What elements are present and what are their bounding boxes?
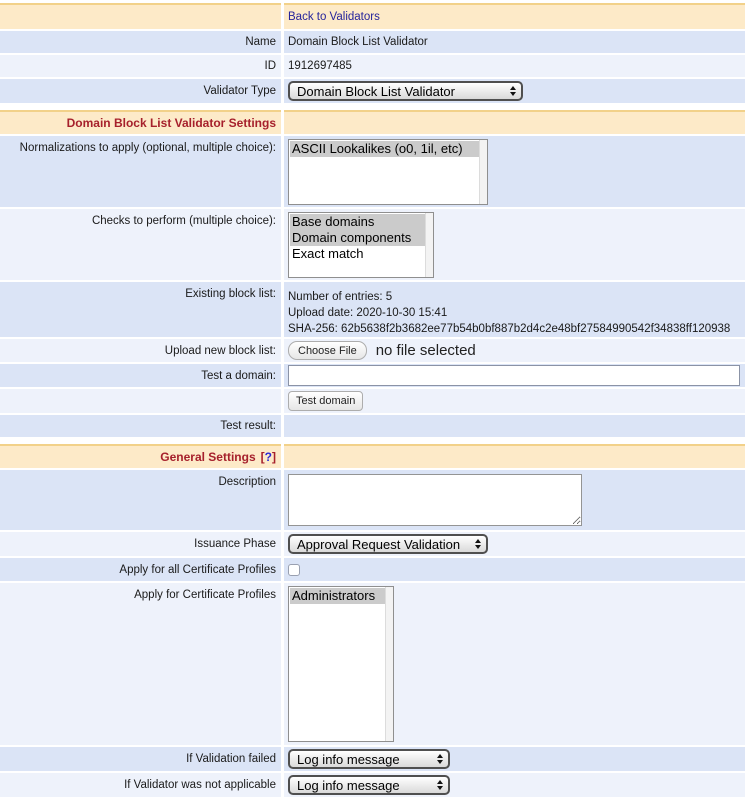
description-textarea[interactable] bbox=[288, 474, 582, 526]
apply-profiles-label: Apply for Certificate Profiles bbox=[134, 589, 276, 601]
cell bbox=[284, 209, 745, 280]
cell bbox=[284, 532, 745, 556]
row-description bbox=[0, 470, 745, 530]
row-apply-all-profiles bbox=[0, 558, 745, 581]
if-validator-not-applicable-select[interactable] bbox=[288, 775, 450, 795]
cell bbox=[0, 415, 281, 437]
top-header-band bbox=[0, 3, 745, 29]
row-existing-block-list bbox=[0, 282, 745, 337]
bracket: ] bbox=[272, 450, 276, 464]
listbox-option[interactable]: Exact match bbox=[292, 246, 364, 261]
cell bbox=[0, 79, 281, 103]
listbox-option[interactable]: Domain components bbox=[290, 230, 425, 246]
bracket: [ bbox=[260, 450, 265, 464]
row-id bbox=[0, 55, 745, 77]
cell bbox=[0, 389, 281, 413]
row-test-result bbox=[0, 415, 745, 437]
cell bbox=[0, 773, 281, 797]
cell bbox=[284, 470, 745, 530]
id-value: 1912697485 bbox=[288, 60, 352, 72]
sha256-hash: SHA-256: 62b5638f2b3682ee77b54b0bf887b2d4c2e48bf27584990542f34838ff120938 bbox=[288, 323, 731, 335]
cell bbox=[0, 3, 281, 29]
file-status-text: no file selected bbox=[375, 342, 476, 359]
select-stepper-icon bbox=[437, 780, 443, 790]
validator-type-label: Validator Type bbox=[203, 85, 276, 97]
cell bbox=[0, 444, 281, 468]
name-value: Domain Block List Validator bbox=[288, 36, 428, 48]
cell bbox=[284, 110, 745, 134]
select-stepper-icon bbox=[475, 539, 481, 549]
row-test-domain-input bbox=[0, 364, 745, 387]
row-if-validator-not-applicable bbox=[0, 773, 745, 797]
issuance-phase-selected-value: Approval Request Validation bbox=[297, 536, 461, 552]
listbox-scrollbar[interactable] bbox=[425, 213, 433, 277]
cell bbox=[284, 364, 745, 387]
cell bbox=[0, 282, 281, 337]
normalizations-label: Normalizations to apply (optional, multiple choice): bbox=[19, 142, 276, 154]
general-settings-title: General Settings bbox=[160, 450, 256, 464]
description-label: Description bbox=[218, 476, 276, 488]
id-label: ID bbox=[264, 60, 276, 72]
row-normalizations bbox=[0, 136, 745, 207]
cell bbox=[284, 583, 745, 745]
cell bbox=[0, 364, 281, 387]
back-to-validators-link[interactable]: Back to Validators bbox=[288, 11, 380, 23]
cell bbox=[0, 209, 281, 280]
existing-block-list-label: Existing block list: bbox=[185, 288, 276, 300]
listbox-option[interactable]: Administrators bbox=[290, 588, 385, 604]
test-domain-label: Test a domain: bbox=[201, 369, 276, 382]
cell bbox=[284, 773, 745, 797]
cell bbox=[284, 339, 745, 362]
listbox-scrollbar[interactable] bbox=[385, 587, 393, 741]
row-issuance-phase bbox=[0, 532, 745, 556]
choose-file-button[interactable]: Choose File bbox=[288, 341, 367, 360]
cell bbox=[284, 444, 745, 468]
row-checks bbox=[0, 209, 745, 280]
validator-type-select[interactable] bbox=[288, 81, 523, 101]
cell bbox=[0, 110, 281, 134]
if-validation-failed-selected-value: Log info message bbox=[297, 751, 400, 767]
test-result-label: Test result: bbox=[220, 420, 276, 432]
cell bbox=[0, 747, 281, 771]
apply-profiles-listbox[interactable] bbox=[288, 586, 394, 742]
name-label: Name bbox=[245, 36, 276, 48]
row-test-domain-button bbox=[0, 389, 745, 413]
if-validator-not-applicable-selected-value: Log info message bbox=[297, 777, 400, 793]
listbox-scrollbar[interactable] bbox=[479, 140, 487, 204]
cell bbox=[0, 339, 281, 362]
help-link[interactable] bbox=[261, 450, 276, 464]
section-header-validator-settings bbox=[0, 110, 745, 134]
cell bbox=[284, 282, 745, 337]
row-apply-profiles bbox=[0, 583, 745, 745]
cell bbox=[0, 136, 281, 207]
issuance-phase-select[interactable] bbox=[288, 534, 488, 554]
cell bbox=[0, 558, 281, 581]
row-if-validation-failed bbox=[0, 747, 745, 771]
issuance-phase-label: Issuance Phase bbox=[194, 538, 276, 550]
checks-listbox[interactable] bbox=[288, 212, 434, 278]
validator-settings-title: Domain Block List Validator Settings bbox=[66, 116, 276, 130]
row-name bbox=[0, 31, 745, 53]
existing-block-list-info bbox=[288, 285, 730, 337]
test-domain-button[interactable]: Test domain bbox=[288, 391, 363, 411]
cell bbox=[284, 55, 745, 77]
cell bbox=[0, 532, 281, 556]
checks-label: Checks to perform (multiple choice): bbox=[91, 215, 276, 227]
cell bbox=[0, 583, 281, 745]
select-stepper-icon bbox=[437, 754, 443, 764]
if-validation-failed-select[interactable] bbox=[288, 749, 450, 769]
cell bbox=[284, 31, 745, 53]
apply-all-profiles-label: Apply for all Certificate Profiles bbox=[119, 563, 276, 576]
validator-type-selected-value: Domain Block List Validator bbox=[297, 83, 455, 99]
cell bbox=[0, 31, 281, 53]
cell bbox=[284, 136, 745, 207]
cell bbox=[284, 389, 745, 413]
cell bbox=[284, 558, 745, 581]
listbox-option[interactable]: Base domains bbox=[290, 214, 425, 230]
upload-block-list-label: Upload new block list: bbox=[164, 344, 276, 357]
section-header-general-settings bbox=[0, 444, 745, 468]
apply-all-profiles-checkbox[interactable] bbox=[288, 564, 300, 576]
listbox-option[interactable]: ASCII Lookalikes (o0, 1il, etc) bbox=[290, 141, 479, 157]
cell bbox=[284, 79, 745, 103]
cell bbox=[0, 470, 281, 530]
question-mark: ? bbox=[264, 450, 272, 464]
normalizations-listbox[interactable] bbox=[288, 139, 488, 205]
row-upload-block-list bbox=[0, 339, 745, 362]
cell bbox=[284, 415, 745, 437]
upload-date: Upload date: 2020-10-30 15:41 bbox=[288, 307, 448, 319]
if-validator-not-applicable-label: If Validator was not applicable bbox=[124, 779, 276, 791]
cell bbox=[284, 3, 745, 29]
cell bbox=[0, 55, 281, 77]
entries-count: Number of entries: 5 bbox=[288, 291, 393, 303]
test-domain-input[interactable] bbox=[288, 365, 740, 386]
if-validation-failed-label: If Validation failed bbox=[186, 753, 276, 765]
row-validator-type bbox=[0, 79, 745, 103]
cell bbox=[284, 747, 745, 771]
select-stepper-icon bbox=[510, 86, 516, 96]
